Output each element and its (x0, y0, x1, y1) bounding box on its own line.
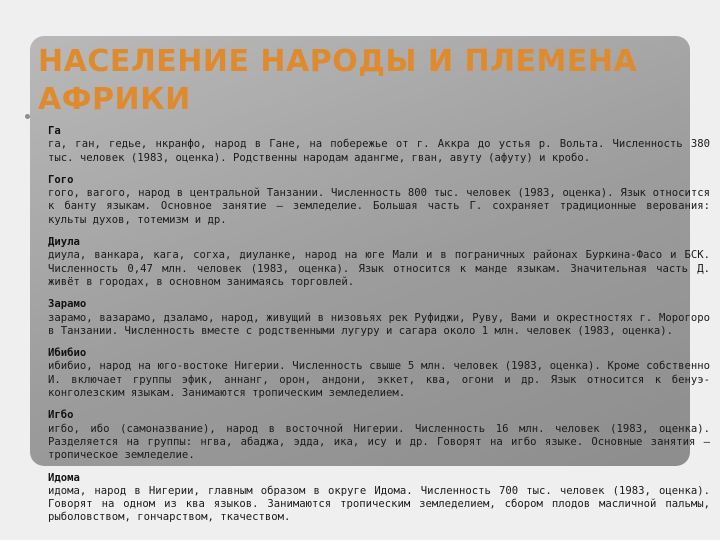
entry-gogo (48, 174, 710, 227)
bullet-dot (25, 114, 30, 119)
entry-text: гого, вагого, народ в центральной Танзании. Численность 800 тыс. человек (1983, оценка). Язык относится к банту языкам. Основное занятие — земледелие. Большая часть Г. сохраняет традиционные верования: культы духов, тотемизм и др. (48, 187, 710, 226)
entry-igbo (48, 409, 710, 462)
entry-name: Игбо (48, 409, 74, 422)
entry-ibibio (48, 347, 710, 400)
entry-zaramo (48, 298, 710, 338)
entry-name: Га (48, 125, 61, 137)
entry-text: диула, ванкара, кага, согха, диуланке, народ на юге Мали и в пограничных районах Буркина-Фасо и БСК. Численность 0,47 млн. человек (1983, оценка). Язык относится к манде языкам. Значительная часть Д. живёт в городах, в основном занимаясь торговлей. (48, 249, 710, 288)
entries-list (48, 125, 710, 534)
entry-text: идома, народ в Нигерии, главным образом в округе Идома. Численность 700 тыс. человек (1983, оценка). Говорят на одном из ква языков. Занимаются тропическим земледелием, сбором плодов масличной пальмы, рыболовством, гончарством, ткачеством. (48, 484, 710, 524)
entry-text: зарамо, вазарамо, дзаламо, народ, живущий в низовьях рек Руфиджи, Руву, Вами и окрестностях г. Морогоро в Танзании. Численность вместе с родственными лугуру и сагара около 1 млн. человек (1983, оценка). (48, 311, 710, 337)
entry-name: Диула (48, 236, 80, 249)
entry-text: игбо, ибо (самоназвание), народ в восточной Нигерии. Численность 16 млн. человек (1983, оценка). Разделяется на группы: нгва, абаджа, эдда, ика, ису и др. Говорят на игбо языке. Основные занятия — тропическое земледелие. (48, 422, 710, 462)
entry-name: Идома (48, 471, 80, 484)
entry-text: ибибио, народ на юго-востоке Нигерии. Численность свыше 5 млн. человек (1983, оценка). Кроме собственно И. включает группы эфик, аннанг, орон, андони, эккет, ква, огони и др. Язык относится к бенуэ-конголезским языкам. Занимаются тропическим земледелием. (48, 360, 710, 400)
entry-idoma (48, 472, 710, 525)
entry-name: Гого (48, 173, 74, 186)
slide-title: НАСЕЛЕНИЕ НАРОДЫ И ПЛЕМЕНА АФРИКИ (38, 44, 638, 117)
entry-text: га, ган, гедье, нкранфо, народ в Гане, на побережье от г. Аккра до устья р. Вольта. Численность 380 тыс. человек (1983, оценка). Родственны народам адангме, гван, авуту (афуту) и кробо. (48, 138, 710, 164)
entry-name: Зарамо (48, 298, 87, 311)
entry-ga (48, 125, 710, 165)
entry-name: Ибибио (48, 347, 87, 360)
entry-diula (48, 236, 710, 289)
